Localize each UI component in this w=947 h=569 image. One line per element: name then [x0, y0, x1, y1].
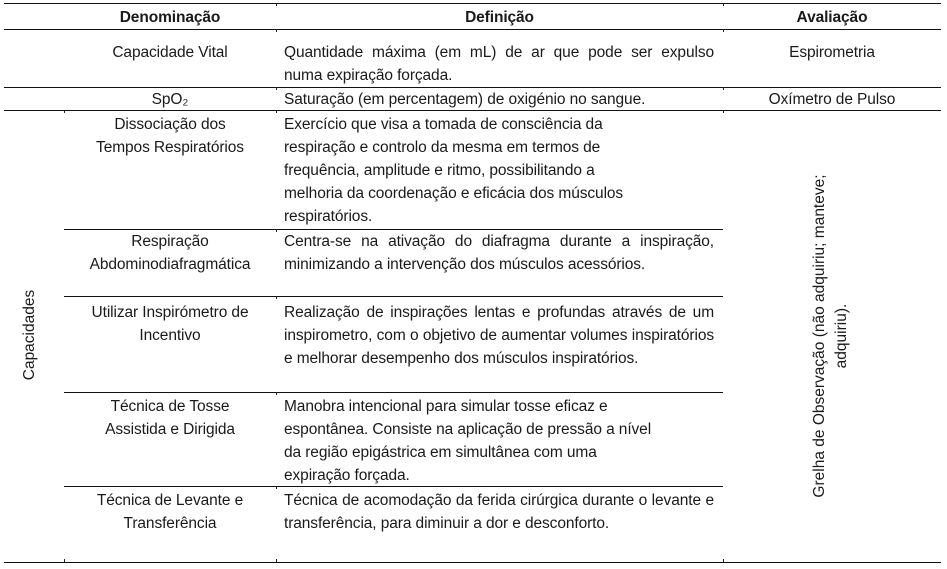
column-tick	[723, 559, 724, 562]
denominacao-line: Tempos Respiratórios	[96, 139, 244, 156]
group-row-denominacao	[64, 301, 276, 347]
definicao-line: respiração e controlo da mesma em termos de	[284, 139, 601, 156]
definicao-line: melhoria da coordenação e eficácia dos músculos	[284, 185, 624, 202]
denominacao-line: Incentivo	[139, 327, 201, 344]
group-row-denominacao	[64, 113, 276, 159]
group-row-denominacao	[64, 489, 276, 535]
header-bottom-rule	[4, 29, 941, 30]
group-row-definicao	[284, 113, 714, 228]
column-tick	[723, 29, 724, 32]
group-avaliacao-line1: Grelha de Observação (não adquiriu; manteve;	[811, 174, 828, 498]
table-bottom-rule	[4, 562, 941, 563]
definicao-line: expiração forçada.	[284, 467, 410, 484]
definicao-line: Exercício que visa a tomada de consciência da	[284, 116, 603, 133]
header-denominacao: Denominação	[119, 9, 221, 26]
denominacao-line: Assistida e Dirigida	[105, 421, 235, 438]
group-row-definicao	[284, 395, 714, 487]
group-row-denominacao	[64, 230, 276, 276]
row-capacidade-vital-definicao: Quantidade máxima (em mL) de ar que pode ser expulso numa expiração forçada.	[284, 44, 714, 84]
column-tick	[276, 392, 277, 395]
group-row-rule	[64, 392, 723, 393]
header-avaliacao: Avaliação	[796, 9, 868, 26]
row-spo2-definicao: Saturação (em percentagem) de oxigénio no sangue.	[284, 91, 646, 108]
column-tick	[276, 87, 277, 90]
group-avaliacao-grelha	[809, 136, 855, 536]
definicao-line: espontânea. Consiste na aplicação de pressão a nível	[284, 421, 652, 438]
row-capacidade-vital-denominacao: Capacidade Vital	[112, 44, 228, 61]
group-row-denominacao	[64, 395, 276, 441]
denominacao-line: Dissociação dos	[114, 116, 226, 133]
denominacao-line: Transferência	[123, 515, 217, 532]
group-row-rule	[64, 296, 723, 297]
row-capacidade-vital-avaliacao: Espirometria	[789, 44, 875, 61]
group-row-definicao: Técnica de acomodação da ferida cirúrgica durante o levante e transferência, para diminuir a dor e desconforto.	[284, 492, 714, 532]
column-tick	[276, 296, 277, 299]
group-label-capacidades: Capacidades	[21, 289, 38, 381]
group-row-definicao: Realização de inspirações lentas e profundas através de um inspirometro, com o objetivo de aumentar volumes inspiratórios e melhorar desempenho dos músculos inspiratórios.	[284, 304, 714, 367]
row-spo2-denominacao: SpO₂	[151, 91, 189, 108]
denominacao-line: Técnica de Tosse	[110, 398, 230, 415]
denominacao-line: Técnica de Levante e	[96, 492, 244, 509]
column-tick	[64, 559, 65, 562]
header-definicao: Definição	[465, 9, 534, 26]
column-tick	[276, 229, 277, 232]
definicao-line: da região epigástrica em simultânea com uma	[284, 444, 597, 461]
group-avaliacao-line2: adquiriu).	[833, 303, 850, 369]
group-row-definicao: Centra-se na ativação do diafragma durante a inspiração, minimizando a intervenção dos músculos acessórios.	[284, 233, 714, 273]
column-tick	[276, 110, 277, 113]
denominacao-line: Respiração	[131, 233, 209, 250]
definicao-line: Manobra intencional para simular tosse eficaz e	[284, 398, 608, 415]
denominacao-line: Utilizar Inspirómetro de	[91, 304, 249, 321]
column-tick	[276, 559, 277, 562]
denominacao-line: Abdominodiafragmática	[89, 256, 251, 273]
column-tick	[276, 29, 277, 32]
row-spo2-avaliacao: Oxímetro de Pulso	[768, 91, 896, 108]
column-tick	[276, 486, 277, 489]
definicao-line: respiratórios.	[284, 208, 373, 225]
table-top-rule	[4, 3, 941, 4]
definicao-line: frequência, amplitude e ritmo, possibilitando a	[284, 162, 595, 179]
